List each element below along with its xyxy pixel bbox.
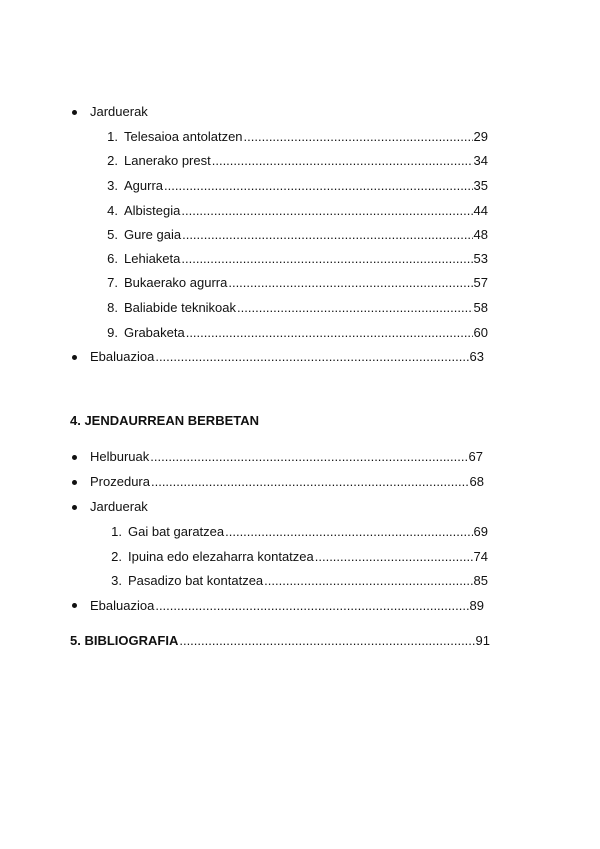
toc-subentry-title: Lanerako prest	[124, 153, 211, 168]
bullet-icon	[72, 480, 77, 485]
toc-subentry-number: 3.	[107, 178, 118, 193]
dot-leader	[151, 473, 469, 491]
toc-subentry	[100, 152, 488, 170]
toc-page-number: 44	[473, 203, 488, 218]
dot-leader	[237, 299, 473, 317]
dot-leader	[155, 597, 468, 615]
toc-page-number: 89	[469, 598, 484, 613]
toc-subentry	[100, 128, 488, 146]
toc-subentry-title: Gai bat garatzea	[128, 524, 225, 539]
toc-subentry	[100, 202, 488, 220]
dot-leader	[181, 202, 472, 220]
toc-subentry	[100, 250, 488, 268]
toc-subentry-title: Lehiaketa	[124, 251, 181, 266]
toc-entry-ebaluazioa	[90, 597, 484, 615]
toc-subentry	[100, 177, 488, 195]
toc-entry-bibliografia	[70, 632, 490, 650]
dot-leader	[155, 348, 468, 366]
toc-subentry-title: Agurra	[124, 178, 164, 193]
toc-page-number: 60	[473, 325, 488, 340]
toc-subentry-title: Pasadizo bat kontatzea	[128, 573, 264, 588]
toc-subentry	[100, 324, 488, 342]
toc-subentry-title: Gure gaia	[124, 227, 182, 242]
toc-page-number: 53	[473, 251, 488, 266]
toc-page-number: 35	[473, 178, 488, 193]
toc-entry-title: Prozedura	[90, 474, 150, 489]
dot-leader	[315, 548, 473, 566]
bullet-icon	[72, 603, 77, 608]
dot-leader	[186, 324, 473, 342]
dot-leader	[225, 523, 472, 541]
toc-entry-ebaluazioa	[90, 348, 484, 366]
toc-page-number: 48	[473, 227, 488, 242]
toc-subentry-number: 1.	[111, 524, 122, 539]
bullet-icon	[72, 505, 77, 510]
dot-leader	[212, 152, 473, 170]
toc-entry-title: Ebaluazioa	[90, 349, 155, 364]
bullet-icon	[72, 355, 77, 360]
toc-subentry	[100, 274, 488, 292]
dot-leader	[164, 177, 473, 195]
toc-subentry-number: 2.	[107, 153, 118, 168]
toc-entry-title: Jarduerak	[90, 104, 148, 119]
toc-subentry-title: Baliabide teknikoak	[124, 300, 237, 315]
dot-leader	[150, 448, 467, 466]
toc-subentry-title: Telesaioa antolatzen	[124, 129, 243, 144]
toc-subentry	[100, 226, 488, 244]
toc-page-number: 67	[468, 449, 483, 464]
toc-page-number: 68	[469, 474, 484, 489]
toc-page-number: 91	[475, 633, 490, 648]
toc-page-number: 69	[473, 524, 488, 539]
toc-page-number: 74	[473, 549, 488, 564]
toc-entry-title: Jarduerak	[90, 499, 148, 514]
toc-entry-title: Ebaluazioa	[90, 598, 155, 613]
toc-subentry-number: 3.	[111, 573, 122, 588]
dot-leader	[181, 250, 472, 268]
toc-page-number: 85	[473, 573, 488, 588]
toc-subentry-title: Albistegia	[124, 203, 181, 218]
toc-subentry-number: 1.	[107, 129, 118, 144]
section-heading: 5. BIBLIOGRAFIA	[70, 633, 179, 648]
toc-subentry-number: 8.	[107, 300, 118, 315]
toc-subentry	[100, 299, 488, 317]
toc-subentry-title: Ipuina edo elezaharra kontatzea	[128, 549, 314, 564]
toc-subentry-number: 6.	[107, 251, 118, 266]
bullet-icon	[72, 110, 77, 115]
toc-subentry-title: Grabaketa	[124, 325, 185, 340]
toc-subentry-title: Bukaerako agurra	[124, 275, 228, 290]
toc-subentry	[104, 572, 488, 590]
toc-subentry-number: 4.	[107, 203, 118, 218]
dot-leader	[179, 632, 474, 650]
toc-page-number: 58	[473, 300, 488, 315]
toc-entry-title: Helburuak	[90, 449, 150, 464]
toc-page-number: 34	[473, 153, 488, 168]
dot-leader	[228, 274, 472, 292]
toc-subentry-number: 9.	[107, 325, 118, 340]
toc-entry-jarduerak	[90, 498, 148, 516]
dot-leader	[244, 128, 473, 146]
toc-page-number: 29	[473, 129, 488, 144]
toc-subentry-number: 2.	[111, 549, 122, 564]
toc-page-number: 63	[469, 349, 484, 364]
bullet-icon	[72, 455, 77, 460]
toc-entry-helburuak	[90, 448, 483, 466]
section-heading: 4. JENDAURREAN BERBETAN	[70, 413, 260, 428]
dot-leader	[182, 226, 472, 244]
toc-subentry	[104, 548, 488, 566]
toc-subentry-number: 7.	[107, 275, 118, 290]
toc-entry-jarduerak	[90, 103, 148, 121]
toc-page-number: 57	[473, 275, 488, 290]
toc-subentry-number: 5.	[107, 227, 118, 242]
dot-leader	[264, 572, 472, 590]
toc-subentry	[104, 523, 488, 541]
toc-entry-prozedura	[90, 473, 484, 491]
